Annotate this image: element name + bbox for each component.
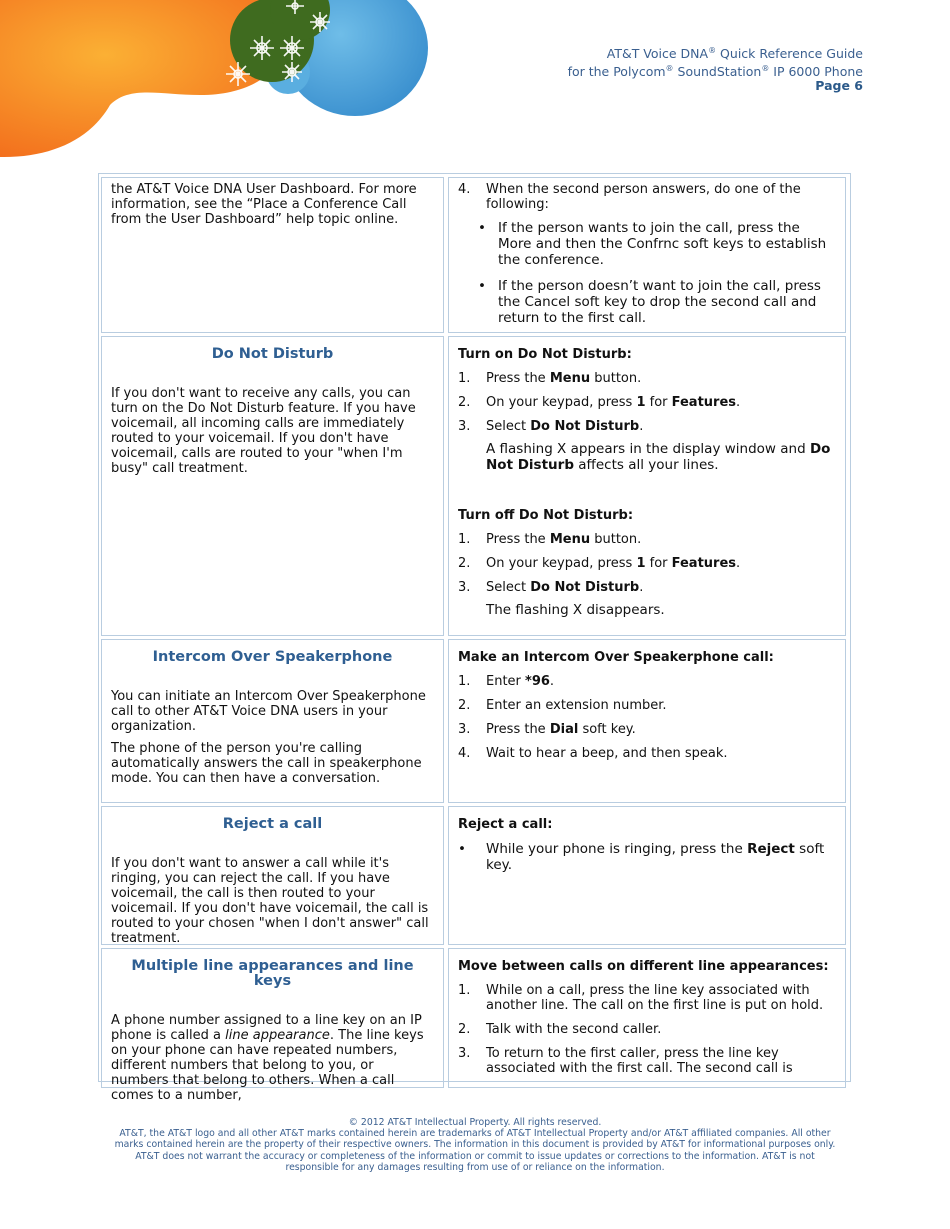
dnd-off-note: The flashing X disappears.: [486, 602, 665, 618]
guide-title-line1: AT&T Voice DNA® Quick Reference Guide: [606, 46, 863, 62]
intercom-left-cell: [101, 639, 444, 803]
conference-description: the AT&T Voice DNA User Dashboard. For more information, see the “Place a Conference Call from the User Dashboard” help topic online.: [111, 182, 417, 227]
reference-table: [98, 173, 851, 1103]
section-title-reject: Reject a call: [222, 816, 323, 832]
list-item: 3. To return to the first caller, press the line key associated with the first call. The second call is: [458, 1046, 793, 1076]
att-globe-logo-art: [0, 0, 450, 170]
list-item: 1. While on a call, press the line key associated with another line. The call on the first line is put on hold.: [458, 983, 824, 1013]
list-item: • While your phone is ringing, press the Reject soft key.: [458, 841, 825, 873]
reject-left-cell: [101, 806, 444, 945]
list-item: 2. On your keypad, press 1 for Features.: [458, 395, 741, 410]
multiline-left-cell: [101, 948, 444, 1103]
multiline-heading: Move between calls on different line appearances:: [458, 959, 829, 974]
dnd-right-cell: [448, 336, 846, 636]
table-row-multiline: [99, 945, 850, 1103]
multiline-right-cell: [448, 948, 846, 1088]
list-item: 2. Enter an extension number.: [458, 698, 667, 713]
list-item: 2. Talk with the second caller.: [458, 1022, 662, 1037]
list-item: 4. When the second person answers, do one of the following:: [458, 182, 801, 212]
copyright-notice: © 2012 AT&T Intellectual Property. All rights reserved.: [348, 1117, 602, 1128]
intercom-description-1: You can initiate an Intercom Over Speakerphone call to other AT&T Voice DNA users in your organization.: [111, 689, 426, 734]
guide-title-line2: for the Polycom® SoundStation® IP 6000 Phone: [567, 63, 863, 79]
section-title-do-not-disturb: Do Not Disturb: [211, 346, 334, 362]
list-item: 3. Select Do Not Disturb.: [458, 580, 644, 595]
reject-description: If you don't want to answer a call while it's ringing, you can reject the call. If you have voicemail, the call is then routed to your voicemail. If you don't have voicemail, the call is routed to your chosen "when I don't answer" call treatment.: [111, 856, 429, 946]
list-item: 3. Select Do Not Disturb.: [458, 419, 644, 434]
dnd-on-note: A flashing X appears in the display window and Do Not Disturb affects all your lines.: [486, 441, 831, 473]
dnd-left-cell: [101, 336, 444, 636]
list-item: 1. Press the Menu button.: [458, 371, 642, 386]
table-row-conference: [99, 174, 850, 333]
table-row-reject: [99, 803, 850, 945]
document-header: [568, 44, 863, 94]
table-row-do-not-disturb: [99, 333, 850, 636]
turn-on-dnd-heading: Turn on Do Not Disturb:: [458, 347, 632, 362]
intercom-right-cell: [448, 639, 846, 803]
list-item: • If the person doesn’t want to join the call, press the Cancel soft key to drop the second call and return to the first call.: [478, 278, 821, 326]
intercom-description-2: The phone of the person you're calling automatically answers the call in speakerphone mode. You can then have a conversation.: [111, 741, 422, 786]
reject-right-cell: [448, 806, 846, 945]
turn-off-dnd-heading: Turn off Do Not Disturb:: [458, 508, 634, 523]
conference-right-cell: [448, 177, 846, 333]
legal-footer: [110, 1117, 840, 1173]
list-item: 4. Wait to hear a beep, and then speak.: [458, 746, 728, 761]
list-item: 1. Enter *96.: [458, 674, 555, 689]
legal-disclaimer: AT&T, the AT&T logo and all other AT&T marks contained herein are trademarks of AT&T Intellectual Property and/or AT&T affiliated companies. All other marks contained herein are the property of their respective owners. The information in this document is provided by AT&T for informational purposes only. AT&T does not warrant the accuracy or completeness of the information or commit to issue updates or corrections to the information. AT&T is not responsible for any damages resulting from use of or reliance on the information.: [114, 1128, 836, 1173]
intercom-heading: Make an Intercom Over Speakerphone call:: [458, 650, 774, 665]
list-item: 3. Press the Dial soft key.: [458, 722, 636, 737]
list-item: 2. On your keypad, press 1 for Features.: [458, 556, 741, 571]
page-number: Page 6: [815, 78, 863, 94]
list-item: 1. Press the Menu button.: [458, 532, 642, 547]
dnd-description: If you don't want to receive any calls, you can turn on the Do Not Disturb feature. If you have voicemail, all incoming calls are immediately routed to your voicemail. If you don't have voicemail, calls are routed to your "when I'm busy" call treatment.: [111, 386, 416, 476]
reject-heading: Reject a call:: [458, 817, 553, 832]
section-title-multiline: Multiple line appearances and line keys: [131, 958, 414, 989]
multiline-description: A phone number assigned to a line key on an IP phone is called a line appearance. The line keys on your phone can have repeated numbers, different numbers that belong to you, or numbers that belong to others. When a call comes to a number,: [111, 1013, 424, 1103]
list-item: • If the person wants to join the call, press the More and then the Confrnc soft keys to establish the conference.: [478, 220, 827, 268]
section-title-intercom: Intercom Over Speakerphone: [152, 649, 393, 665]
conference-left-cell: [101, 177, 444, 333]
table-row-intercom: [99, 636, 850, 803]
